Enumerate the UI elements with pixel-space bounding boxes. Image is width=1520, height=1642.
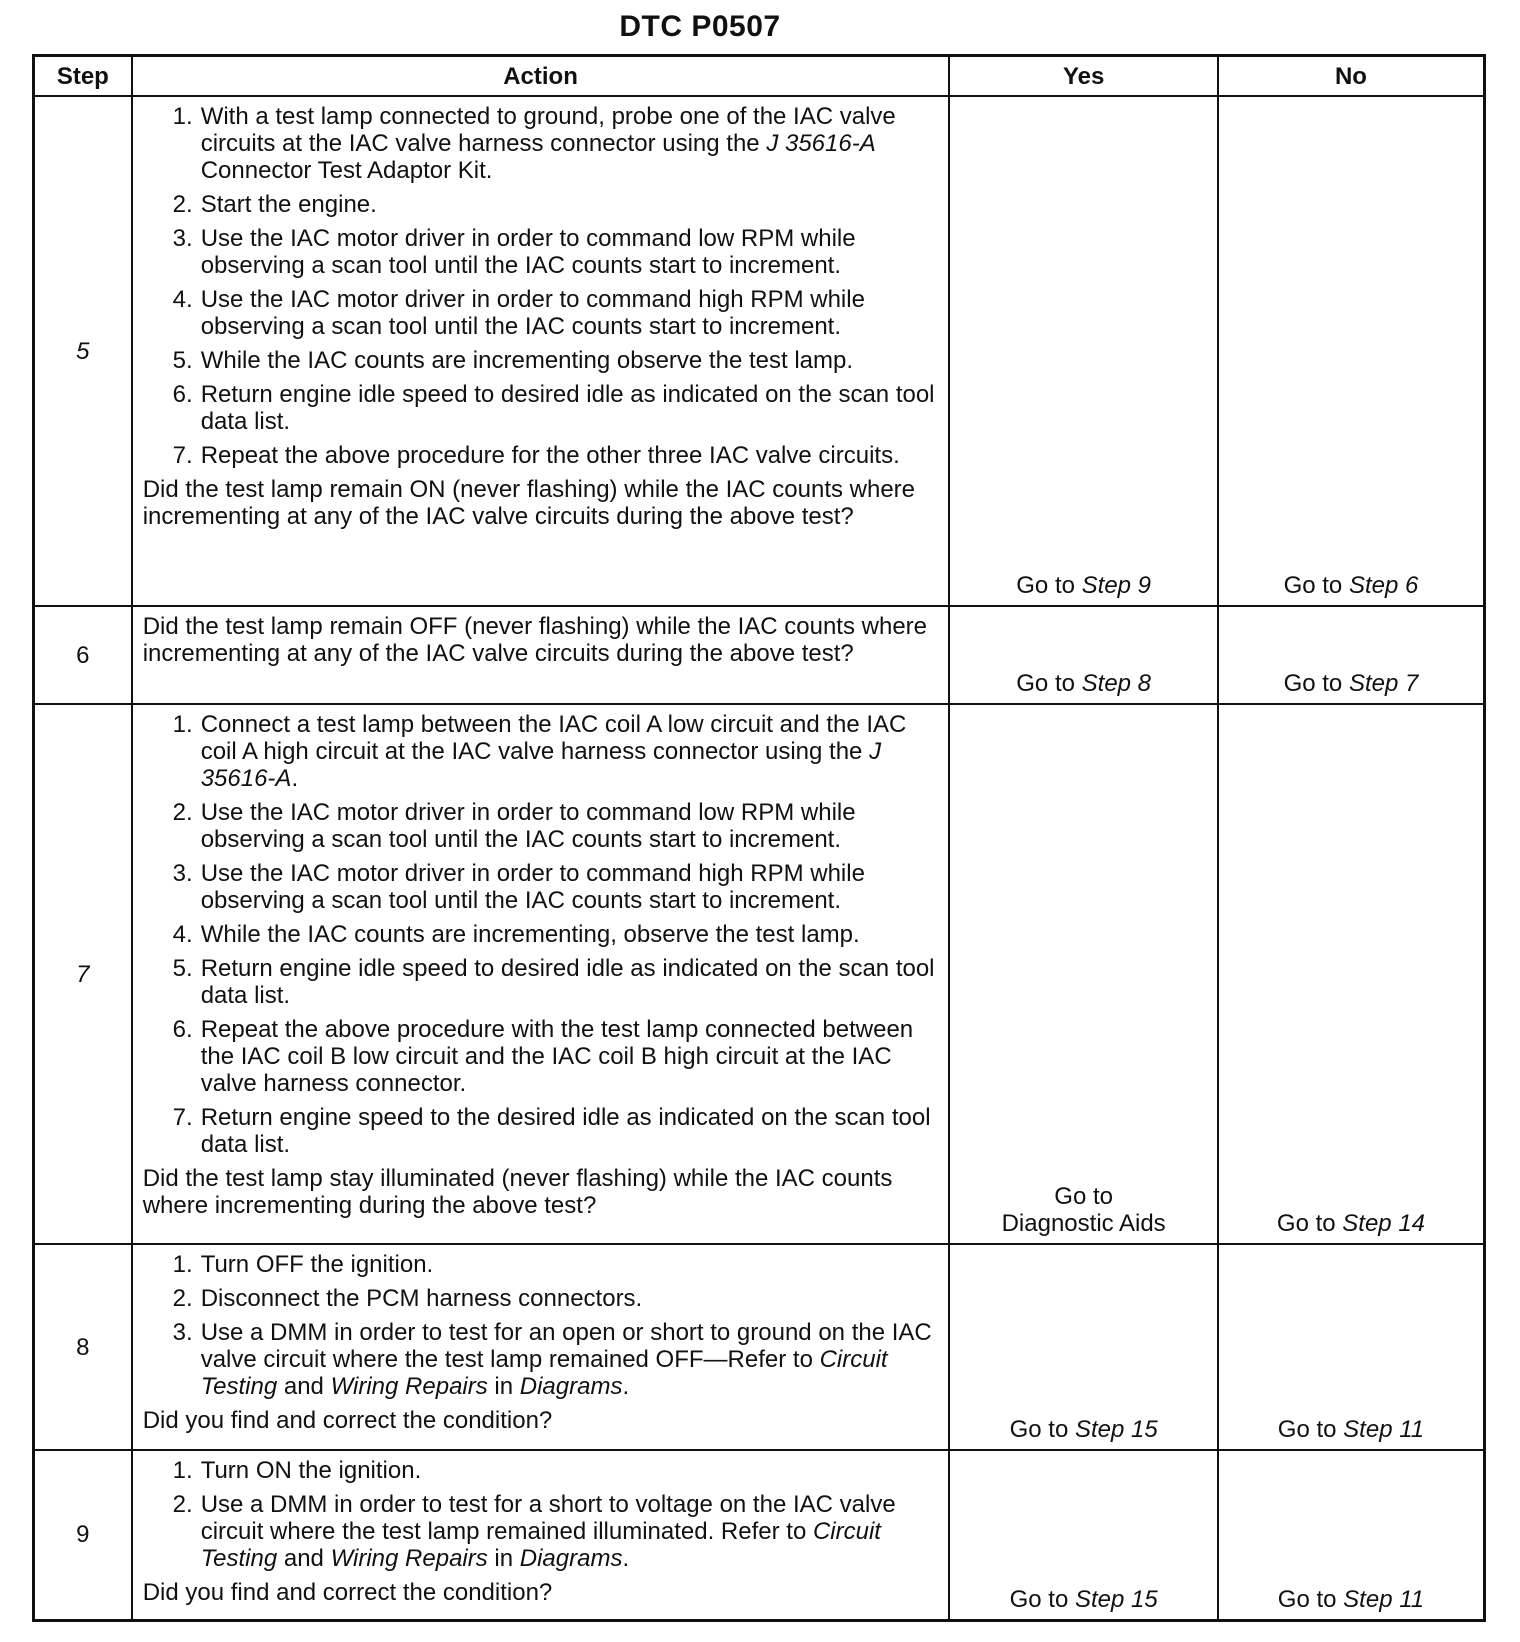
list-item: 2. Use a DMM in order to test for a short to voltage on the IAC valve circuit where the test lamp remained illuminated. Refer to Circuit Testing and Wiring Repairs in Diagrams. [172,1491,896,1572]
list-item: 4. Use the IAC motor driver in order to command high RPM while observing a scan tool until the IAC counts start to increment. [172,286,865,340]
yes-result: Go to Diagnostic Aids [949,704,1218,1244]
table-row [34,704,1485,1244]
question-text: Did you find and correct the condition? [142,1579,553,1606]
no-result: Go to Step 11 [1218,1244,1485,1450]
list-item: 7. Repeat the above procedure for the other three IAC valve circuits. [172,442,900,469]
no-result: Go to Step 7 [1218,606,1485,704]
list-item: 3. Use the IAC motor driver in order to command low RPM while observing a scan tool until the IAC counts start to increment. [172,225,856,279]
no-result: Go to Step 11 [1218,1450,1485,1620]
no-result: Go to Step 6 [1218,96,1485,606]
page-title: DTC P0507 [619,10,781,43]
list-item: 1. Turn ON the ignition. [172,1457,422,1484]
table-row [34,1244,1485,1450]
list-item: 2. Use the IAC motor driver in order to command low RPM while observing a scan tool until the IAC counts start to increment. [172,799,856,853]
list-item: 7. Return engine speed to the desired idle as indicated on the scan tool data list. [172,1104,931,1158]
action-cell [132,704,950,1244]
header-no: No [1218,56,1485,97]
action-cell [132,1244,950,1450]
header-step: Step [34,56,132,97]
table-row [34,606,1485,704]
yes-result: Go to Step 15 [949,1244,1218,1450]
table-row [34,1450,1485,1620]
header-action: Action [132,56,950,97]
list-item: 2. Start the engine. [172,191,377,218]
step-number: 8 [34,1244,132,1450]
header-yes: Yes [949,56,1218,97]
question-text: Did the test lamp stay illuminated (never flashing) while the IAC counts where incrementing during the above test? [142,1165,893,1219]
diagnostic-table [32,54,1486,1622]
yes-result: Go to Step 8 [949,606,1218,704]
step-number: 5 [34,96,132,606]
list-item: 6. Return engine idle speed to desired idle as indicated on the scan tool data list. [172,381,935,435]
no-result: Go to Step 14 [1218,704,1485,1244]
list-item: 5. While the IAC counts are incrementing observe the test lamp. [172,347,853,374]
question-text: Did the test lamp remain ON (never flashing) while the IAC counts where incrementing at any of the IAC valve circuits during the above test? [142,476,916,530]
table-row [34,96,1485,606]
list-item: 1. Turn OFF the ignition. [172,1251,434,1278]
step-number: 6 [34,606,132,704]
action-cell [132,606,950,704]
action-cell [132,1450,950,1620]
list-item: 5. Return engine idle speed to desired idle as indicated on the scan tool data list. [172,955,935,1009]
list-item: 4. While the IAC counts are incrementing, observe the test lamp. [172,921,860,948]
list-item: 3. Use the IAC motor driver in order to command high RPM while observing a scan tool until the IAC counts start to increment. [172,860,865,914]
question-text: Did the test lamp remain OFF (never flashing) while the IAC counts where incrementing at any of the IAC valve circuits during the above test? [142,613,928,667]
list-item: 1. With a test lamp connected to ground, probe one of the IAC valve circuits at the IAC valve harness connector using the J 35616-A Connector Test Adaptor Kit. [172,103,896,184]
step-number: 9 [34,1450,132,1620]
action-cell [132,96,950,606]
yes-result: Go to Step 15 [949,1450,1218,1620]
list-item: 1. Connect a test lamp between the IAC coil A low circuit and the IAC coil A high circuit at the IAC valve harness connector using the J 35616-A. [172,711,907,792]
question-text: Did you find and correct the condition? [142,1407,553,1434]
list-item: 2. Disconnect the PCM harness connectors. [172,1285,643,1312]
step-number: 7 [34,704,132,1244]
header-row [34,56,1485,97]
yes-result: Go to Step 9 [949,96,1218,606]
list-item: 6. Repeat the above procedure with the test lamp connected between the IAC coil B low circuit and the IAC coil B high circuit at the IAC valve harness connector. [172,1016,914,1097]
list-item: 3. Use a DMM in order to test for an open or short to ground on the IAC valve circuit where the test lamp remained OFF—Refer to Circuit Testing and Wiring Repairs in Diagrams. [172,1319,932,1400]
